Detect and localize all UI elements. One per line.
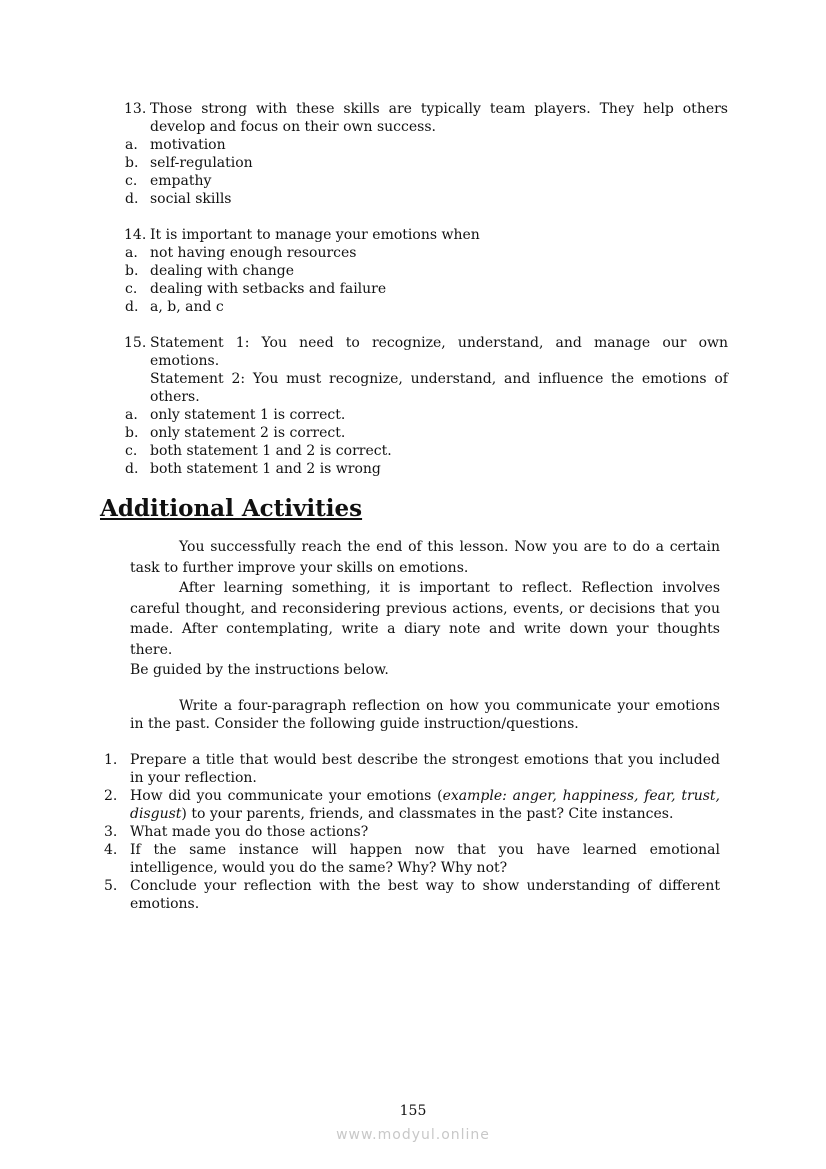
- option-text: self-regulation: [150, 155, 253, 171]
- instruction-text: If the same instance will happen now that you have learned emotional intelligence, would you do the same? Why? Why not?: [130, 842, 720, 876]
- question-number: 15.: [124, 335, 147, 351]
- option-letter: b.: [125, 155, 139, 171]
- option-text: a, b, and c: [150, 299, 224, 315]
- question-text-line: It is important to manage your emotions when: [150, 227, 480, 243]
- instruction-number: 5.: [104, 878, 118, 894]
- option-letter: d.: [125, 299, 139, 315]
- question-text-line: Statement 1: You need to recognize, understand, and manage our own: [150, 335, 728, 351]
- option-text: both statement 1 and 2 is correct.: [150, 443, 392, 459]
- option-letter: a.: [125, 245, 138, 261]
- page-number: 155: [399, 1103, 427, 1119]
- task-paragraph: Write a four-paragraph reflection on how you communicate your emotions in the past. Consider the following guide instruction/questions.: [130, 698, 720, 732]
- option-text: social skills: [150, 191, 232, 207]
- intro-paragraph: You successfully reach the end of this lesson. Now you are to do a certain task to further improve your skills on emotions.: [130, 539, 720, 576]
- emotion-examples: example: anger, happiness, fear, trust, disgust: [130, 788, 720, 822]
- option-text: dealing with change: [150, 263, 294, 279]
- option-letter: c.: [125, 173, 138, 189]
- option-letter: b.: [125, 425, 139, 441]
- question-text-line: develop and focus on their own success.: [150, 119, 436, 135]
- option-letter: d.: [125, 461, 139, 477]
- guide-paragraph: Be guided by the instructions below.: [130, 662, 389, 678]
- option-letter: c.: [125, 443, 138, 459]
- option-letter: a.: [125, 137, 138, 153]
- question-text-line: others.: [150, 389, 200, 405]
- instruction-number: 4.: [104, 842, 118, 858]
- instruction-text-after: ) to your parents, friends, and classmates in the past? Cite instances.: [181, 806, 674, 822]
- question-text-line: emotions.: [150, 353, 220, 369]
- option-text: empathy: [150, 173, 212, 189]
- option-text: not having enough resources: [150, 245, 357, 261]
- instruction-number: 3.: [104, 824, 118, 840]
- option-text: only statement 1 is correct.: [150, 407, 346, 423]
- option-letter: b.: [125, 263, 139, 279]
- watermark: www.modyul.online: [336, 1127, 490, 1143]
- option-text: only statement 2 is correct.: [150, 425, 346, 441]
- option-letter: d.: [125, 191, 139, 207]
- option-letter: a.: [125, 407, 138, 423]
- question-text-line: Those strong with these skills are typically team players. They help others: [150, 101, 728, 117]
- option-text: dealing with setbacks and failure: [150, 281, 387, 297]
- instruction-text: What made you do those actions?: [130, 824, 369, 840]
- instruction-text: Conclude your reflection with the best way to show understanding of different emotions.: [130, 878, 720, 912]
- option-text: motivation: [150, 137, 226, 153]
- question-number: 13.: [124, 101, 147, 117]
- option-text: both statement 1 and 2 is wrong: [150, 461, 381, 477]
- question-number: 14.: [124, 227, 147, 243]
- reflection-paragraph: After learning something, it is important to reflect. Reflection involves careful thought, and reconsidering previous actions, events, or decisions that you made. After contemplating, write a diary note and write down your thoughts there.: [130, 580, 720, 658]
- section-heading: Additional Activities: [100, 495, 363, 522]
- instruction-number: 2.: [104, 788, 118, 804]
- option-letter: c.: [125, 281, 138, 297]
- instruction-text: Prepare a title that would best describe the strongest emotions that you included in your reflection.: [130, 752, 720, 786]
- instruction-text-before: How did you communicate your emotions (: [130, 788, 443, 804]
- question-text-line: Statement 2: You must recognize, understand, and influence the emotions of: [150, 371, 728, 387]
- instruction-text: [130, 787, 720, 823]
- instruction-number: 1.: [104, 752, 118, 768]
